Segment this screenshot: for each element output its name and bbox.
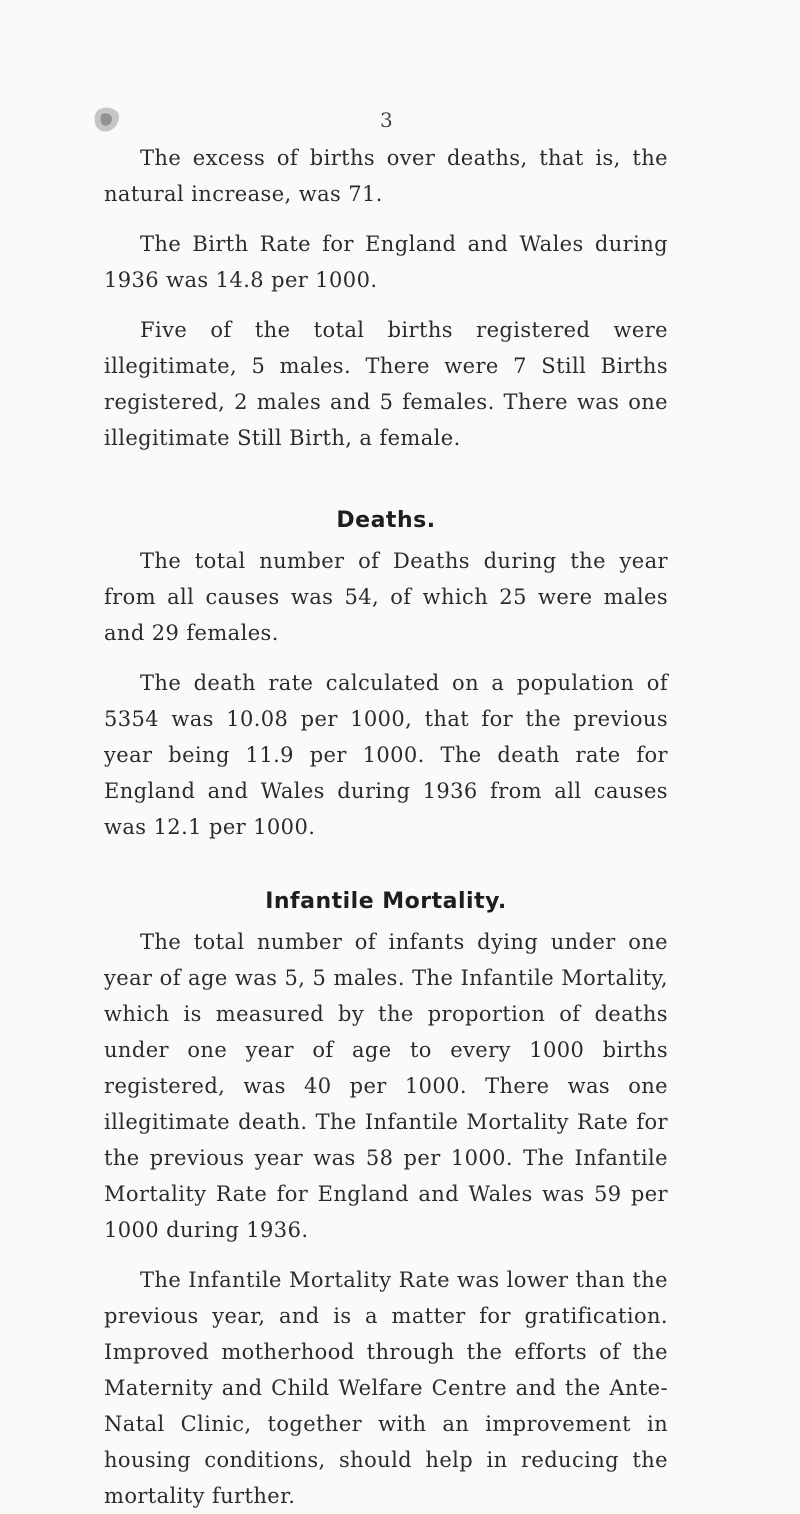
paragraph-birth-rate: The Birth Rate for England and Wales during 1936 was 14.8 per 1000. <box>104 232 668 292</box>
section-heading-deaths: Deaths. <box>336 508 436 533</box>
text-column <box>104 140 668 1514</box>
paragraph-infant-improvement: The Infantile Mortality Rate was lower than the previous year, and is a matter for gratification. Improved motherhood through the efforts of the Maternity and Child Welfare Centre and the Ante-Natal Clinic, together with an improvement in housing conditions, should help in reducing the mortality further. <box>104 1268 668 1508</box>
paragraph-natural-increase: The excess of births over deaths, that is, the natural increase, was 71. <box>104 146 668 206</box>
page-number: 3 <box>380 108 393 132</box>
paragraph-infant-deaths: The total number of infants dying under one year of age was 5, 5 males. The Infantile Mortality, which is measured by the proportion of deaths under one year of age to every 1000 births registered, was 40 per 1000. There was one illegitimate death. The Infantile Mortality Rate for the previous year was 58 per 1000. The Infantile Mortality Rate for England and Wales was 59 per 1000 during 1936. <box>104 930 668 1242</box>
paragraph-death-rate: The death rate calculated on a population of 5354 was 10.08 per 1000, that for the previous year being 11.9 per 1000. The death rate for England and Wales during 1936 from all causes was 12.1 per 1000. <box>104 671 668 839</box>
paragraph-illegitimate-births: Five of the total births registered were illegitimate, 5 males. There were 7 Still Births registered, 2 males and 5 females. There was one illegitimate Still Birth, a female. <box>104 318 668 450</box>
section-heading-infantile-mortality: Infantile Mortality. <box>265 889 507 914</box>
ink-smudge-mark <box>88 104 124 134</box>
paragraph-deaths-total: The total number of Deaths during the year from all causes was 54, of which 25 were males and 29 females. <box>104 549 668 645</box>
